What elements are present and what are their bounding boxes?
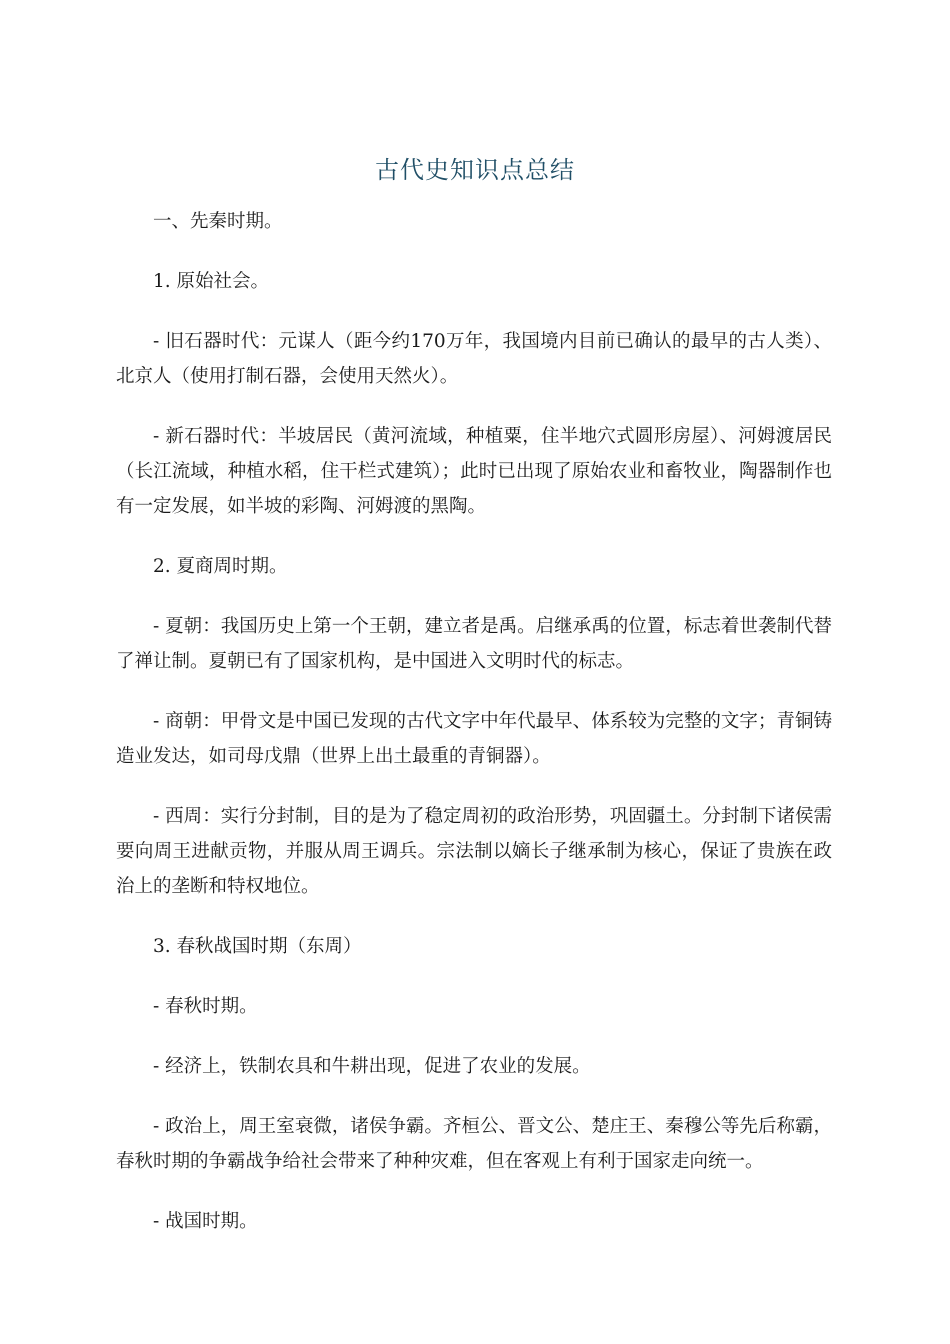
- paragraph-paleolithic: - 旧石器时代：元谋人（距今约170万年，我国境内目前已确认的最早的古人类）、北京人（使用打制石器，会使用天然火）。: [116, 331, 832, 387]
- paragraph-xia: - 夏朝：我国历史上第一个王朝，建立者是禹。启继承禹的位置，标志着世袭制代替了禅让制。夏朝已有了国家机构，是中国进入文明时代的标志。: [116, 616, 832, 672]
- paragraph-western-zhou: - 西周：实行分封制，目的是为了稳定周初的政治形势，巩固疆土。分封制下诸侯需要向周王进献贡物，并服从周王调兵。宗法制以嫡长子继承制为核心，保证了贵族在政治上的垄断和特权地位。: [116, 806, 832, 897]
- paragraph-politics: - 政治上，周王室衰微，诸侯争霸。齐桓公、晋文公、楚庄王、秦穆公等先后称霸，春秋时期的争霸战争给社会带来了种种灾难，但在客观上有利于国家走向统一。: [116, 1116, 832, 1172]
- paragraph-neolithic: - 新石器时代：半坡居民（黄河流域，种植粟，住半地穴式圆形房屋）、河姆渡居民（长江流域，种植水稻，住干栏式建筑）；此时已出现了原始农业和畜牧业，陶器制作也有一定发展，如半坡的彩陶、河姆渡的黑陶。: [116, 426, 832, 517]
- paragraph-section-heading: 一、先秦时期。: [153, 211, 283, 232]
- paragraph-spring-autumn: - 春秋时期。: [153, 996, 258, 1017]
- paragraph-economy: - 经济上，铁制农具和牛耕出现，促进了农业的发展。: [153, 1056, 591, 1077]
- paragraph-subheading-xia-shang-zhou: 2. 夏商周时期。: [153, 556, 288, 577]
- paragraph-shang: - 商朝：甲骨文是中国已发现的古代文字中年代最早、体系较为完整的文字；青铜铸造业发达，如司母戊鼎（世界上出土最重的青铜器）。: [116, 711, 832, 767]
- paragraph-subheading-spring-autumn-warring: 3. 春秋战国时期（东周）: [153, 936, 362, 957]
- document-title: 古代史知识点总结: [375, 156, 575, 184]
- paragraph-warring-states: - 战国时期。: [153, 1211, 258, 1232]
- document-body: [116, 204, 832, 1239]
- paragraph-subheading-primitive-society: 1. 原始社会。: [153, 271, 270, 292]
